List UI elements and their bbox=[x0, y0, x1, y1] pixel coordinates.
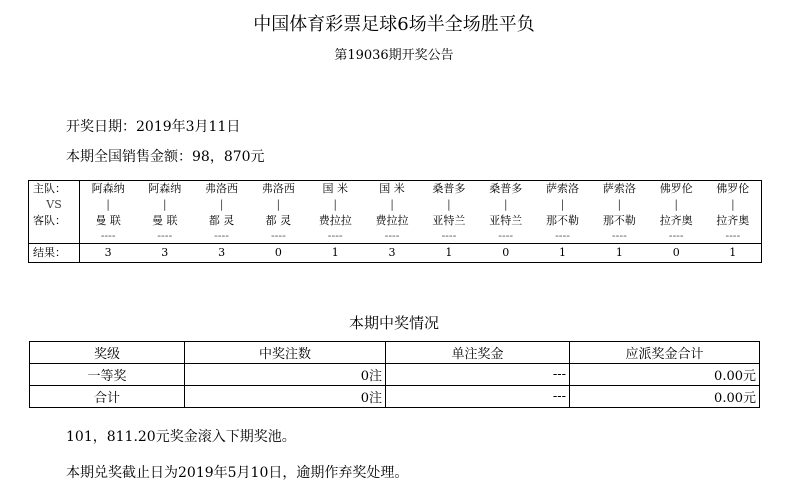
home-team: 佛罗伦 bbox=[716, 182, 750, 195]
home-team: 桑普多 bbox=[432, 182, 466, 195]
match-result: 1 bbox=[420, 244, 477, 263]
home-team: 佛罗伦 bbox=[659, 182, 693, 195]
home-team: 阿森纳 bbox=[148, 182, 182, 195]
match-result: 1 bbox=[534, 244, 591, 263]
separator-dash: ---- bbox=[725, 229, 741, 242]
separator-label bbox=[29, 229, 80, 244]
prize-section-title: 本期中奖情况 bbox=[348, 314, 439, 332]
vs-divider: | bbox=[447, 198, 451, 211]
away-team: 亚特兰 bbox=[432, 214, 466, 227]
separator-dash: ---- bbox=[100, 229, 116, 242]
match-result: 1 bbox=[307, 244, 364, 263]
home-team: 弗洛西 bbox=[261, 182, 295, 195]
separator-dash: ---- bbox=[327, 229, 343, 242]
header-total-prize: 应派奖金合计 bbox=[570, 342, 760, 364]
draw-date: 开奖日期：2019年3月11日 bbox=[66, 119, 241, 135]
away-team: 费拉拉 bbox=[375, 214, 409, 227]
separator-dash: ---- bbox=[555, 229, 570, 242]
vs-divider: | bbox=[674, 198, 679, 211]
away-team: 拉齐奥 bbox=[659, 214, 693, 227]
away-team: 曼 联 bbox=[95, 214, 121, 227]
prize-table bbox=[29, 341, 760, 408]
match-result: 1 bbox=[591, 244, 648, 263]
result-row bbox=[29, 244, 762, 263]
home-team: 国 米 bbox=[322, 182, 348, 195]
separator-dash: ---- bbox=[270, 229, 286, 242]
match-result: 3 bbox=[136, 244, 193, 263]
separator-dash: ---- bbox=[611, 229, 627, 242]
away-team: 都 灵 bbox=[208, 214, 235, 227]
separator-dash: ---- bbox=[498, 229, 514, 242]
separator-row bbox=[29, 229, 762, 244]
match-result: 3 bbox=[193, 244, 250, 263]
vs-divider: | bbox=[106, 198, 111, 211]
match-result: 3 bbox=[80, 244, 137, 263]
match-result: 0 bbox=[477, 244, 534, 263]
home-team: 国 米 bbox=[379, 182, 405, 195]
away-team: 亚特兰 bbox=[489, 214, 523, 227]
prize-count: 0注 bbox=[185, 364, 386, 386]
away-team: 拉齐奥 bbox=[716, 214, 750, 227]
away-label: 客队： bbox=[29, 213, 80, 229]
match-table bbox=[28, 180, 762, 263]
header-level: 奖级 bbox=[30, 342, 185, 364]
vs-divider: | bbox=[162, 198, 167, 211]
vs-divider: | bbox=[730, 198, 735, 211]
match-result: 1 bbox=[705, 244, 762, 263]
prize-count: 0注 bbox=[185, 386, 386, 408]
home-team: 萨索洛 bbox=[546, 182, 580, 195]
prize-single: --- bbox=[386, 364, 570, 386]
separator-dash: ---- bbox=[441, 229, 457, 242]
rollover-note: 101，811.20元奖金滚入下期奖池。 bbox=[66, 429, 296, 445]
home-team: 桑普多 bbox=[489, 182, 523, 195]
vs-divider: | bbox=[219, 198, 224, 211]
home-team: 阿森纳 bbox=[91, 182, 125, 195]
away-team: 那不勒 bbox=[602, 214, 636, 227]
prize-level: 一等奖 bbox=[30, 364, 185, 386]
away-team: 都 灵 bbox=[265, 214, 292, 227]
vs-label: VS bbox=[29, 197, 80, 213]
match-result: 0 bbox=[250, 244, 307, 263]
header-count: 中奖注数 bbox=[185, 342, 386, 364]
prize-total: 0.00元 bbox=[570, 386, 760, 408]
prize-header-row bbox=[30, 342, 760, 364]
vs-divider: | bbox=[503, 198, 508, 211]
prize-total: 0.00元 bbox=[570, 364, 760, 386]
separator-dash: ---- bbox=[214, 229, 229, 242]
vs-divider: | bbox=[617, 198, 622, 211]
away-team: 费拉拉 bbox=[318, 214, 352, 227]
header-single-prize: 单注奖金 bbox=[386, 342, 570, 364]
home-team: 弗洛西 bbox=[205, 182, 239, 195]
prize-level: 合计 bbox=[30, 386, 185, 408]
away-row bbox=[29, 213, 762, 229]
issue-subtitle: 第19036期开奖公告 bbox=[334, 48, 454, 63]
vs-row bbox=[29, 197, 762, 213]
home-row bbox=[29, 181, 762, 198]
match-result: 0 bbox=[648, 244, 705, 263]
separator-dash: ---- bbox=[384, 229, 400, 242]
away-team: 那不勒 bbox=[546, 214, 580, 227]
sales-amount: 本期全国销售金额：98，870元 bbox=[66, 149, 265, 165]
separator-dash: ---- bbox=[157, 229, 173, 242]
home-label: 主队： bbox=[29, 181, 80, 198]
home-team: 萨索洛 bbox=[602, 182, 636, 195]
result-label: 结果： bbox=[29, 244, 80, 263]
separator-dash: ---- bbox=[668, 229, 684, 242]
prize-single: --- bbox=[386, 386, 570, 408]
match-result: 3 bbox=[364, 244, 421, 263]
deadline-note: 本期兑奖截止日为2019年5月10日，逾期作弃奖处理。 bbox=[66, 465, 409, 481]
vs-divider: | bbox=[390, 198, 394, 211]
prize-row bbox=[30, 386, 760, 408]
page-title: 中国体育彩票足球6场半全场胜平负 bbox=[253, 14, 535, 35]
away-team: 曼 联 bbox=[151, 214, 178, 227]
prize-row bbox=[30, 364, 760, 386]
vs-divider: | bbox=[560, 198, 565, 211]
vs-divider: | bbox=[333, 198, 338, 211]
vs-divider: | bbox=[276, 198, 281, 211]
